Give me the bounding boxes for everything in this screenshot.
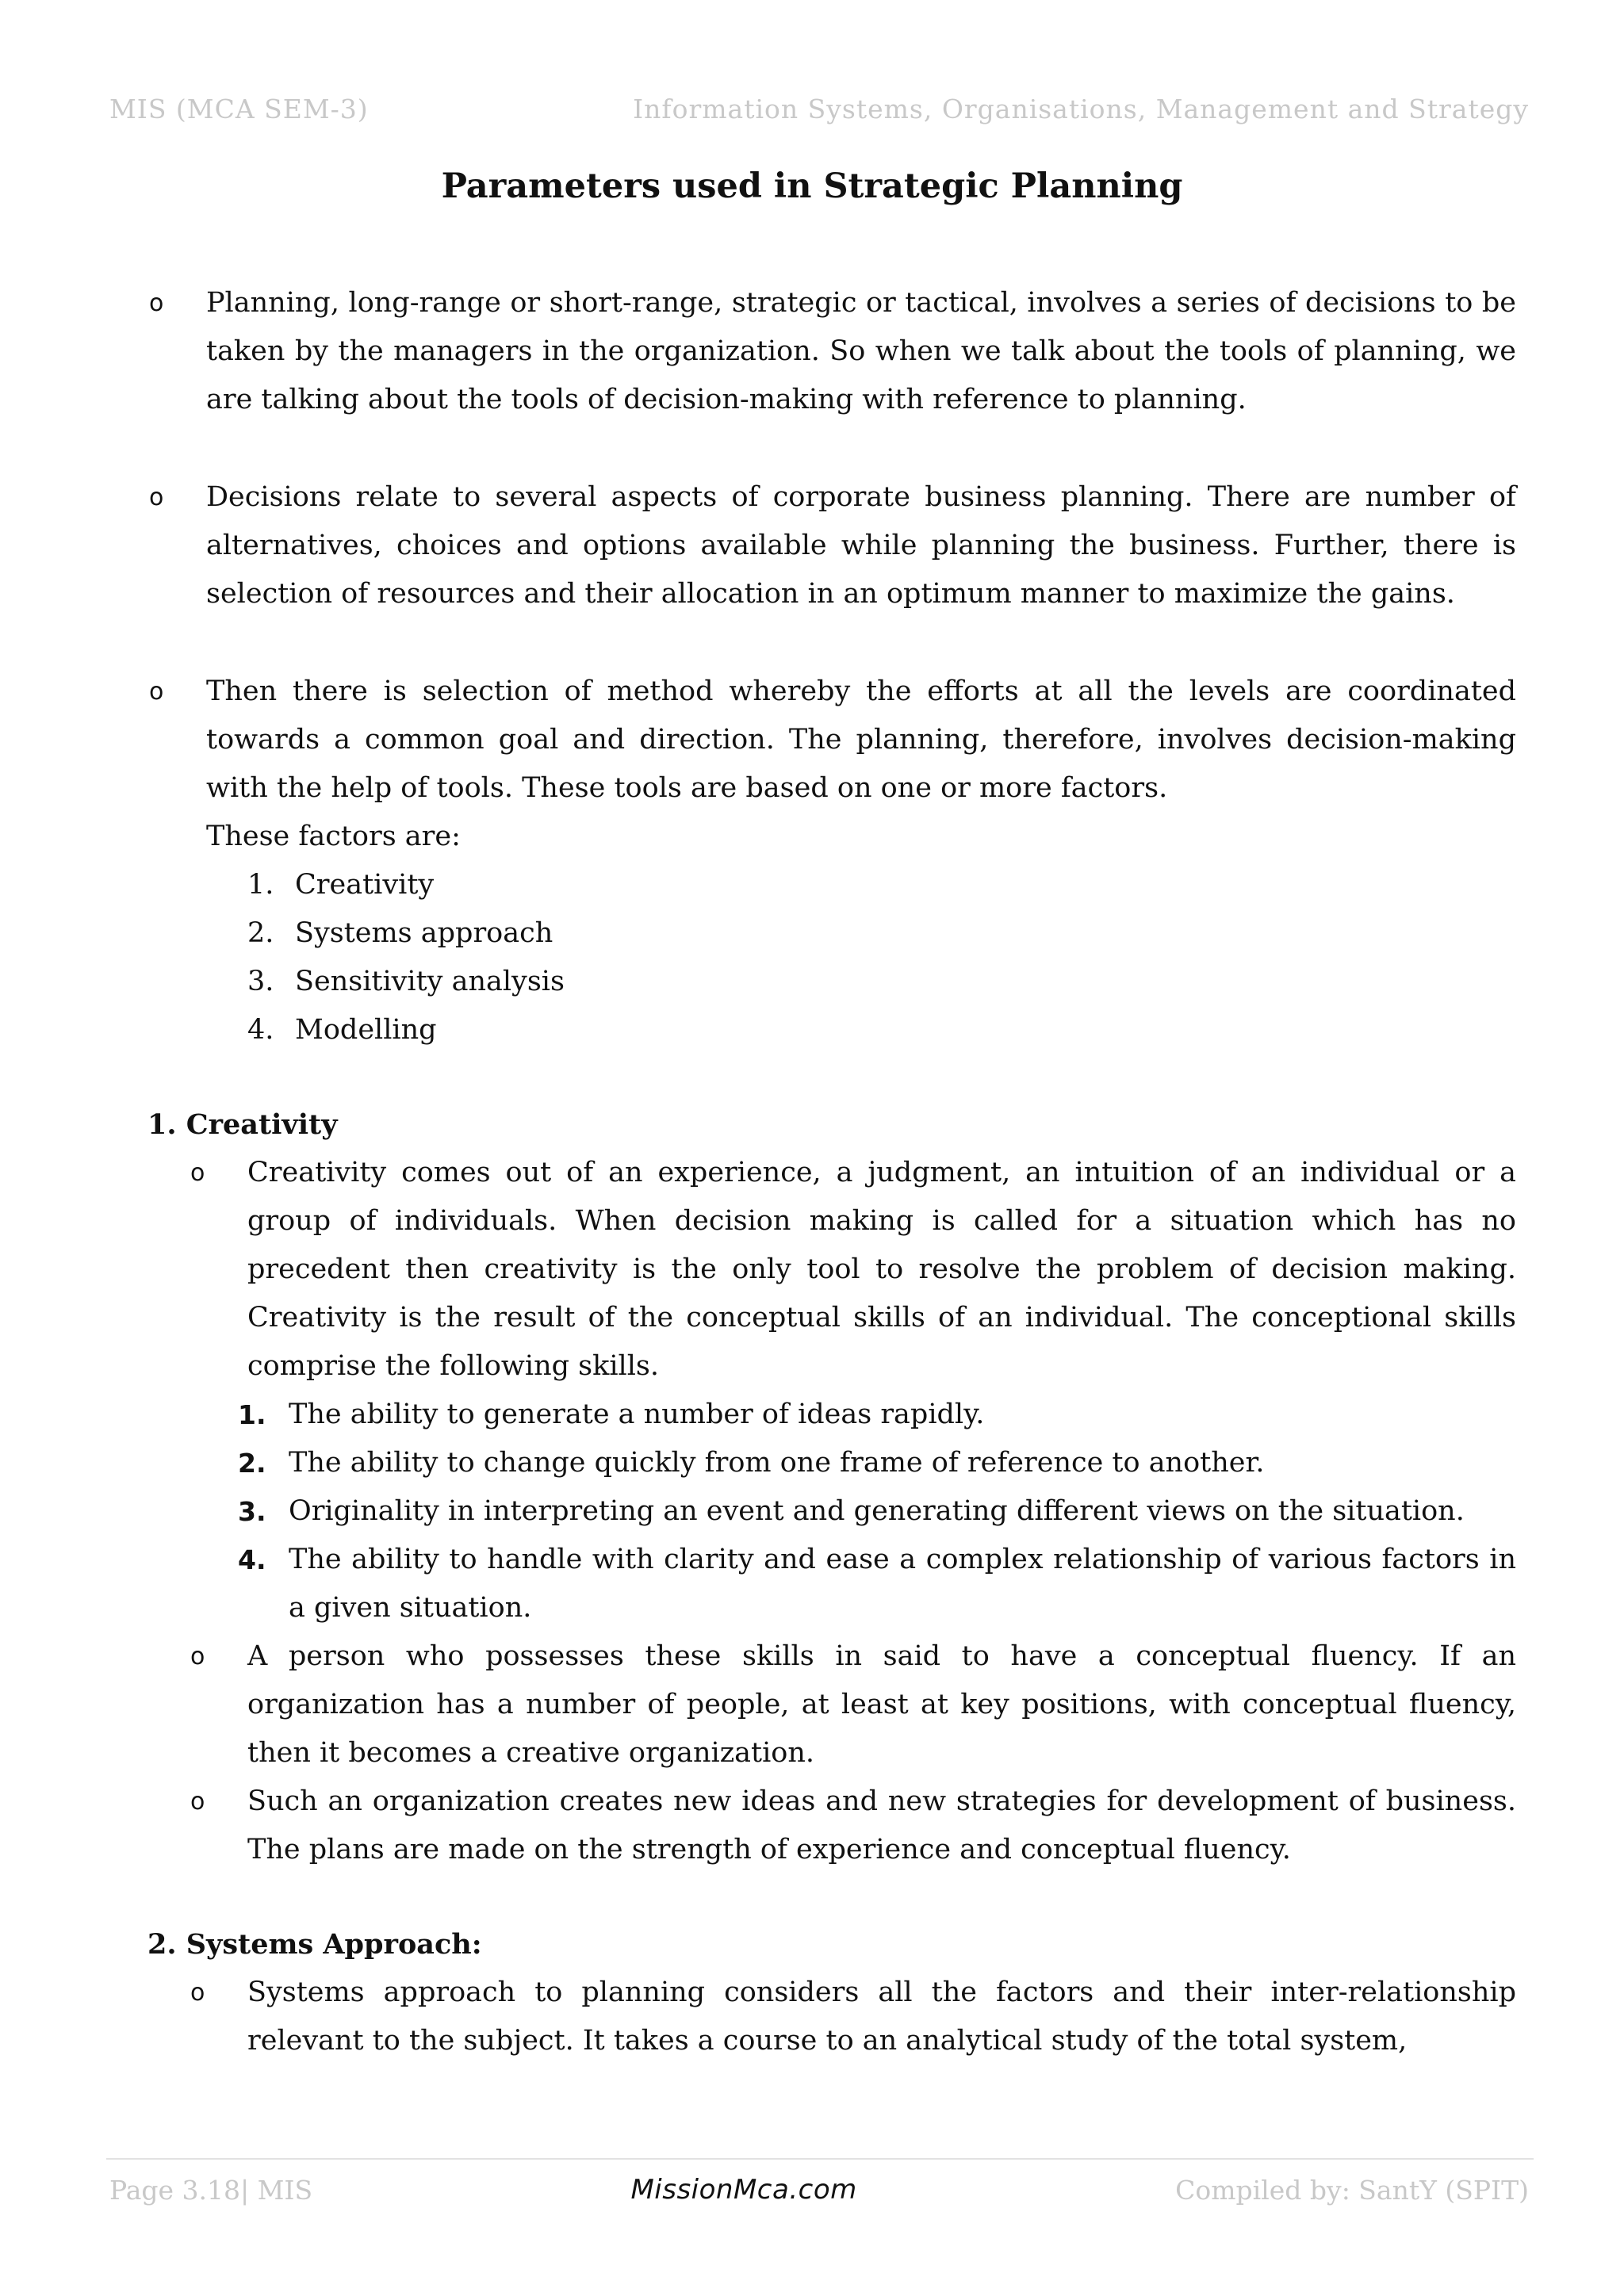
document-body bbox=[147, 279, 1516, 2065]
factors-label: These factors are: bbox=[206, 821, 461, 852]
list-item: 3. Sensitivity analysis bbox=[247, 966, 565, 997]
footer-compiled-by: Compiled by: SantY (SPIT) bbox=[1175, 2174, 1529, 2206]
section-heading-creativity: 1. Creativity bbox=[147, 1108, 338, 1141]
intro-bullet-3: o Then there is selection of method whereby the efforts at all the levels are coordinated towards a common goal and direction. The planning, therefore, involves decision-making with the help of tools. These tools are based on one or more factors. bbox=[147, 668, 1516, 813]
intro-bullet-2: o Decisions relate to several aspects of corporate business planning. There are number of alternatives, choices and options available while planning the business. Further, there is selection of resources and their allocation in an optimum manner to maximize the gains. bbox=[147, 473, 1516, 618]
header-course: MIS (MCA SEM-3) bbox=[109, 94, 369, 124]
section-heading-systems: 2. Systems Approach: bbox=[147, 1928, 482, 1961]
list-item: 2. Systems approach bbox=[247, 917, 553, 949]
list-item: 4. Modelling bbox=[247, 1014, 437, 1046]
creative-organization-paragraph: o Such an organization creates new ideas and new strategies for development of business. The plans are made on the strength of experience and conceptual fluency. bbox=[189, 1777, 1516, 1874]
list-item: 4. The ability to handle with clarity and ease a complex relationship of various factors in a given situation. bbox=[238, 1544, 1516, 1624]
creativity-paragraph: o Creativity comes out of an experience, a judgment, an intuition of an individual or a group of individuals. When decision making is called for a situation which has no precedent then creativity is the only tool to resolve the problem of decision making. Creativity is the result of the conceptual skills of an individual. The conceptional skills comprise the following skills. bbox=[189, 1149, 1516, 1391]
list-item: 1. The ability to generate a number of ideas rapidly. bbox=[238, 1399, 985, 1430]
list-item: 1. Creativity bbox=[247, 869, 435, 901]
intro-bullet-1: o Planning, long-range or short-range, strategic or tactical, involves a series of decisions to be taken by the managers in the organization. So when we talk about the tools of planning, we are talking about the tools of decision-making with reference to planning. bbox=[147, 279, 1516, 424]
page-footer bbox=[109, 2174, 1529, 2206]
list-item: 2. The ability to change quickly from one frame of reference to another. bbox=[238, 1447, 1265, 1479]
header-chapter: Information Systems, Organisations, Management and Strategy bbox=[633, 94, 1529, 124]
site-logo: MissionMca.com bbox=[630, 2174, 857, 2206]
page-title: Parameters used in Strategic Planning bbox=[441, 166, 1183, 206]
footer-page-number: Page 3.18| MIS bbox=[109, 2174, 313, 2206]
list-item: 3. Originality in interpreting an event and generating different views on the situation. bbox=[238, 1495, 1465, 1527]
systems-paragraph: o Systems approach to planning considers all the factors and their inter-relationship relevant to the subject. It takes a course to an analytical study of the total system, bbox=[189, 1969, 1516, 2065]
footer-divider bbox=[106, 2158, 1534, 2160]
conceptual-fluency-paragraph: o A person who possesses these skills in said to have a conceptual fluency. If an organization has a number of people, at least at key positions, with conceptual fluency, then it becomes a creative organization. bbox=[189, 1632, 1516, 1777]
factors-list bbox=[147, 861, 1516, 1054]
page-header bbox=[109, 94, 1529, 124]
skills-list bbox=[147, 1391, 1516, 1632]
